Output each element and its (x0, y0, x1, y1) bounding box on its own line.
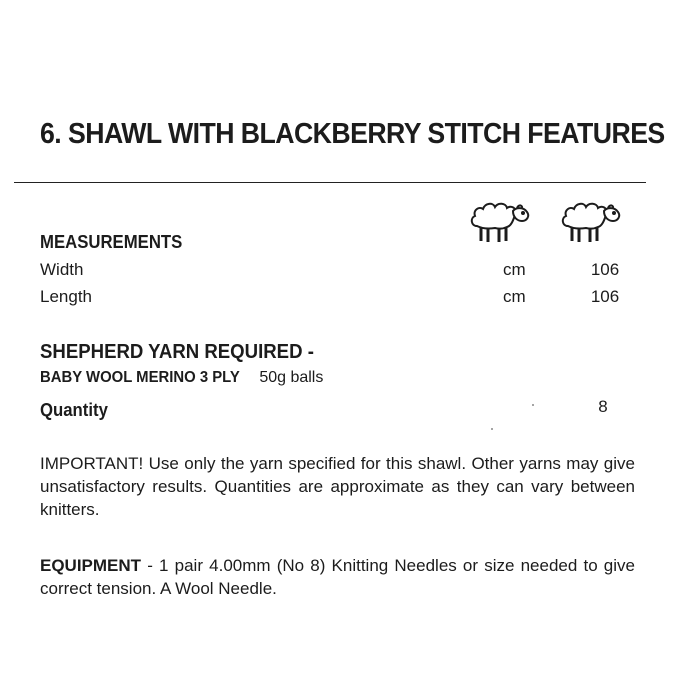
measurements-heading: MEASUREMENTS (40, 232, 183, 252)
scan-speck (532, 404, 534, 406)
yarn-name: BABY WOOL MERINO 3 PLY (40, 369, 240, 386)
measurement-unit-length: cm (503, 287, 526, 306)
yarn-line (40, 369, 323, 387)
scan-speck (491, 428, 493, 430)
sheep-icon (558, 196, 624, 246)
quantity-value: 8 (598, 397, 608, 416)
measurement-label-width: Width (40, 260, 84, 279)
equipment-label: EQUIPMENT (40, 556, 142, 575)
measurement-value-width: 106 (590, 260, 620, 279)
page-title: 6. SHAWL WITH BLACKBERRY STITCH FEATURES (40, 118, 665, 150)
quantity-label: Quantity (40, 400, 108, 420)
equipment-note (40, 554, 635, 600)
yarn-balls: 50g balls (259, 369, 324, 386)
measurement-unit-width: cm (503, 260, 526, 279)
equipment-text: - 1 pair 4.00mm (No 8) Knitting Needles or size needed to give correct tension. A Wool Needle. (40, 556, 635, 598)
title-divider (14, 182, 646, 183)
measurement-value-length: 106 (590, 287, 620, 306)
sheep-icon (467, 196, 533, 246)
measurement-label-length: Length (40, 287, 92, 306)
important-note: IMPORTANT! Use only the yarn specified for this shawl. Other yarns may give unsatisfactory results. Quantities are approximate as they can vary between knitters. (40, 454, 635, 519)
yarn-heading: SHEPHERD YARN REQUIRED - (40, 341, 314, 363)
